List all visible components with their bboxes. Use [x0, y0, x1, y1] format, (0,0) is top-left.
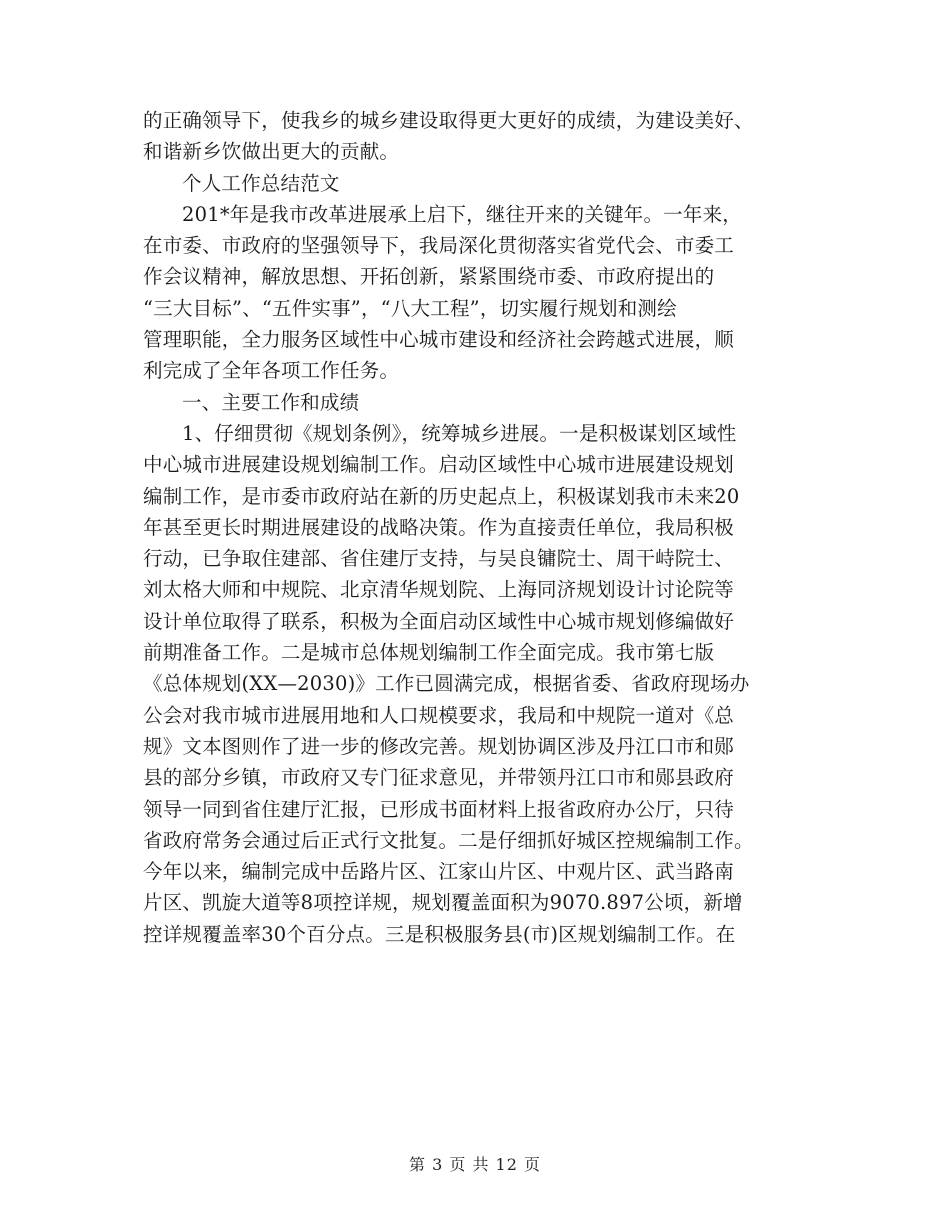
- text-line: 利完成了全年各项工作任务。: [143, 359, 400, 383]
- text-line: 设计单位取得了联系，积极为全面启动区域性中心城市规划修编做好: [143, 609, 735, 633]
- text-line: 作会议精神，解放思想、开拓创新，紧紧围绕市委、市政府提出的: [143, 265, 715, 289]
- text-line: 编制工作，是市委市政府站在新的历史起点上，积极谋划我市未来20: [143, 484, 740, 508]
- text-line: 《总体规划(XX—2030)》工作已圆满完成，根据省委、省政府现场办: [143, 672, 750, 696]
- text-line: 刘太格大师和中规院、北京清华规划院、上海同济规划设计讨论院等: [143, 578, 735, 602]
- section-heading: 一、主要工作和成绩: [182, 390, 360, 414]
- text-line: 中心城市进展建设规划编制工作。启动区域性中心城市进展建设规划: [143, 453, 735, 477]
- text-line: 今年以来，编制完成中岳路片区、江家山片区、中观片区、武当路南: [143, 860, 735, 884]
- text-line: 规》文本图则作了进一步的修改完善。规划协调区涉及丹江口市和郧: [143, 734, 735, 758]
- text-line: 年甚至更长时期进展建设的战略决策。作为直接责任单位，我局积极: [143, 515, 735, 539]
- text-line: 1、仔细贯彻《规划条例》，统筹城乡进展。一是积极谋划区域性: [182, 421, 737, 445]
- page-footer: 第 3 页 共 12 页: [409, 1155, 541, 1174]
- text-line: 县的部分乡镇，市政府又专门征求意见，并带领丹江口市和郧县政府: [143, 766, 735, 790]
- text-line: 省政府常务会通过后正式行文批复。二是仔细抓好城区控规编制工作。: [143, 828, 754, 852]
- text-line: 行动，已争取住建部、省住建厅支持，与吴良镛院士、周干峙院士、: [143, 547, 735, 571]
- text-line: 片区、凯旋大道等8项控详规，规划覆盖面积为9070.897公顷，新增: [143, 891, 743, 915]
- text-line: 的正确领导下，使我乡的城乡建设取得更大更好的成绩，为建设美好、: [143, 109, 754, 132]
- text-line: 201*年是我市改革进展承上启下，继往开来的关键年。一年来，: [182, 202, 742, 226]
- text-line: 控详规覆盖率30个百分点。三是积极服务县(市)区规划编制工作。在: [143, 922, 736, 946]
- document-heading: 个人工作总结范文: [182, 171, 340, 195]
- text-line: 领导一同到省住建厅汇报，已形成书面材料上报省政府办公厅，只待: [143, 797, 735, 821]
- text-line: 管理职能，全力服务区域性中心城市建设和经济社会跨越式进展，顺: [143, 328, 735, 352]
- text-line: “三大目标”、“五件实事”，“八大工程”，切实履行规划和测绘: [143, 296, 677, 320]
- text-line: 前期准备工作。二是城市总体规划编制工作全面完成。我市第七版: [143, 641, 715, 665]
- document-body: [143, 105, 813, 950]
- text-line: 公会对我市城市进展用地和人口规模要求，我局和中规院一道对《总: [143, 703, 735, 727]
- text-line: 在市委、市政府的坚强领导下，我局深化贯彻落实省党代会、市委工: [143, 234, 735, 258]
- text-line: 和谐新乡饮做出更大的贡献。: [143, 140, 400, 164]
